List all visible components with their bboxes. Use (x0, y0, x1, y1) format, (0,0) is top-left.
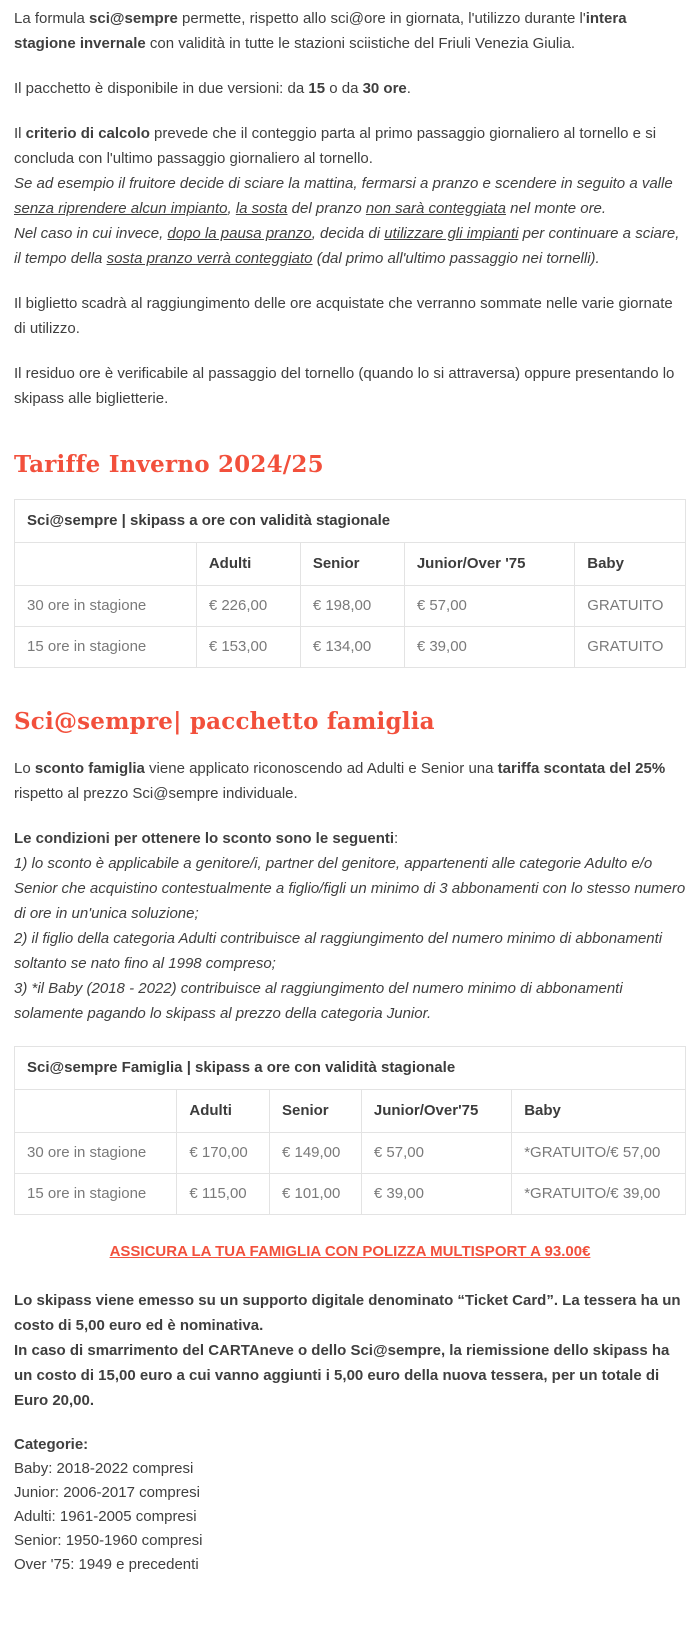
text-line (14, 6, 686, 56)
text-line (14, 291, 686, 341)
paragraph (14, 1338, 686, 1413)
text-run: Le condizioni per ottenere lo sconto sono le seguenti (14, 830, 395, 847)
text-run: Junior: 2006-2017 compresi (14, 1484, 200, 1501)
text-line (14, 171, 686, 221)
heading-pacchetto-famiglia: Sci@sempre| pacchetto famiglia (14, 708, 435, 735)
table-caption-row (15, 1047, 686, 1090)
text-run: Lo skipass viene emesso su un supporto digitale denominato “Ticket Card”. La tessera ha un costo di 5,00 euro ed è nominativa. (14, 1292, 681, 1334)
text-run: La formula (14, 10, 90, 27)
text-run: , decida di (311, 225, 385, 242)
text-line (14, 1481, 686, 1505)
text-run: Nel caso in cui invece, (14, 225, 168, 242)
paragraph (14, 1288, 686, 1338)
price-table-famiglia (14, 1046, 686, 1215)
heading-tariffe-inverno: Tariffe Inverno 2024/25 (14, 451, 324, 478)
price-table-individuale (14, 499, 686, 668)
text-run: Baby: 2018-2022 compresi (14, 1460, 194, 1477)
text-run: del pranzo (287, 200, 366, 217)
text-run: sci@sempre (89, 10, 178, 27)
paragraph (14, 291, 686, 341)
price-cell: € 149,00 (269, 1133, 361, 1174)
notes-section (14, 1288, 686, 1577)
text-run: rispetto al prezzo Sci@sempre individuale. (14, 785, 298, 802)
intro-section (14, 6, 686, 411)
text-run: Se ad esempio il fruitore decide di sciare la mattina, fermarsi a pranzo e scendere in seguito a valle (14, 175, 673, 192)
text-line (14, 1288, 686, 1338)
text-line (14, 976, 686, 1026)
price-cell: *GRATUITO/€ 39,00 (512, 1174, 686, 1215)
table-row (15, 586, 686, 627)
paragraph (14, 826, 686, 851)
text-run: In caso di smarrimento del CARTAneve o dello Sci@sempre, la riemissione dello skipass ha un costo di 15,00 euro a cui vanno aggiunti i 5,00 euro della nuova tessera, per un totale di Euro 20,00. (14, 1342, 670, 1409)
table-row (15, 1174, 686, 1215)
text-run: . (406, 80, 411, 97)
text-run: prevede che il conteggio parta al primo passaggio giornaliero al tornello e si concluda con l'ultimo passaggio giornaliero al tornello. (14, 125, 657, 167)
table-caption-row (15, 500, 686, 543)
paragraph (14, 756, 686, 806)
text-run: 2) il figlio della categoria Adulti contribuisce al raggiungimento del numero minimo di abbonamenti soltanto se nato fino al 1998 compreso; (14, 930, 663, 972)
text-run: Over '75: 1949 e precedenti (14, 1556, 199, 1573)
paragraph (14, 121, 686, 171)
famiglia-section (14, 756, 686, 1026)
price-cell: € 153,00 (196, 627, 300, 668)
text-line (14, 361, 686, 411)
column-header: Adulti (177, 1090, 270, 1133)
column-header (15, 1090, 177, 1133)
price-cell: *GRATUITO/€ 57,00 (512, 1133, 686, 1174)
price-cell: GRATUITO (575, 627, 686, 668)
text-run: viene applicato riconoscendo ad Adulti e Senior una (144, 760, 498, 777)
price-cell: € 226,00 (196, 586, 300, 627)
column-header: Senior (300, 543, 404, 586)
paragraph (14, 851, 686, 926)
text-run: , (227, 200, 236, 217)
text-run: Il residuo ore è verificabile al passaggio del tornello (quando lo si attraversa) oppure presentando lo skipass alle biglietterie. (14, 365, 675, 407)
text-run: sosta pranzo verrà conteggiato (106, 250, 313, 267)
text-run: criterio di calcolo (25, 125, 150, 142)
text-run: (dal primo all'ultimo passaggio nei tornelli). (312, 250, 600, 267)
paragraph (14, 361, 686, 411)
text-line (14, 851, 686, 926)
text-line (14, 221, 686, 271)
text-line (14, 1553, 686, 1577)
paragraph (14, 976, 686, 1026)
text-line (14, 826, 686, 851)
price-cell: € 134,00 (300, 627, 404, 668)
text-run: la sosta (235, 200, 288, 217)
text-run: intera stagione invernale (14, 10, 627, 52)
text-line (14, 926, 686, 976)
text-run: per continuare a sciare, il tempo della (14, 225, 680, 267)
text-line (14, 1433, 686, 1457)
text-run: non sarà conteggiata (365, 200, 507, 217)
text-line (14, 756, 686, 806)
row-label: 15 ore in stagione (15, 627, 197, 668)
text-line (14, 76, 686, 101)
text-run: 3) *il Baby (2018 - 2022) contribuisce al raggiungimento del numero minimo di abbonamenti solamente pagando lo skipass al prezzo della categoria Junior. (14, 980, 623, 1022)
paragraph (14, 171, 686, 221)
table-row (15, 627, 686, 668)
text-run: Il (14, 125, 26, 142)
text-run: : (394, 830, 399, 847)
text-line (14, 1457, 686, 1481)
text-run: dopo la pausa pranzo (167, 225, 312, 242)
text-run: o da (325, 80, 363, 97)
table-caption: Sci@sempre Famiglia | skipass a ore con validità stagionale (15, 1047, 686, 1090)
text-run: 15 (308, 80, 326, 97)
text-run: Il biglietto scadrà al raggiungimento delle ore acquistate che verranno sommate nelle varie giornate di utilizzo. (14, 295, 673, 337)
table-caption: Sci@sempre | skipass a ore con validità stagionale (15, 500, 686, 543)
text-run: Adulti: 1961-2005 compresi (14, 1508, 197, 1525)
price-cell: € 101,00 (269, 1174, 361, 1215)
text-run: nel monte ore. (506, 200, 607, 217)
column-header: Junior/Over '75 (404, 543, 574, 586)
row-label: 30 ore in stagione (15, 1133, 177, 1174)
text-line (14, 1338, 686, 1413)
price-cell: € 39,00 (404, 627, 574, 668)
text-run: tariffa scontata del 25% (497, 760, 666, 777)
text-line (14, 121, 686, 171)
text-run: utilizzare gli impianti (384, 225, 519, 242)
paragraph (14, 1433, 686, 1577)
text-run: permette, rispetto allo sci@ore in giornata, l'utilizzo durante l' (177, 10, 586, 27)
text-line (14, 1505, 686, 1529)
text-run: 30 ore (362, 80, 407, 97)
price-cell: € 115,00 (177, 1174, 270, 1215)
column-header: Senior (269, 1090, 361, 1133)
price-cell: € 170,00 (177, 1133, 270, 1174)
price-cell: € 57,00 (361, 1133, 511, 1174)
paragraph (14, 221, 686, 271)
text-run: senza riprendere alcun impianto (14, 200, 228, 217)
paragraph (14, 6, 686, 56)
price-cell: € 198,00 (300, 586, 404, 627)
text-run: 1) lo sconto è applicabile a genitore/i, partner del genitore, appartenenti alle categorie Adulto e/o Senior che acquistino contestualmente a figlio/figli un minimo di 3 abbonamenti con lo stesso numero di ore in un'unica soluzione; (14, 855, 686, 922)
column-header: Junior/Over'75 (361, 1090, 511, 1133)
insurance-link-row (14, 1239, 686, 1264)
text-line (14, 1529, 686, 1553)
text-run: Lo (14, 760, 35, 777)
column-header (15, 543, 197, 586)
text-run: Categorie: (14, 1436, 89, 1453)
column-header: Baby (512, 1090, 686, 1133)
text-run: Il pacchetto è disponibile in due versioni: da (14, 80, 309, 97)
text-run: Senior: 1950-1960 compresi (14, 1532, 203, 1549)
row-label: 15 ore in stagione (15, 1174, 177, 1215)
table-header-row (15, 543, 686, 586)
column-header: Baby (575, 543, 686, 586)
paragraph (14, 76, 686, 101)
table-header-row (15, 1090, 686, 1133)
insurance-link[interactable]: ASSICURA LA TUA FAMIGLIA CON POLIZZA MULTISPORT A 93.00€ (109, 1243, 591, 1260)
paragraph (14, 926, 686, 976)
text-run: con validità in tutte le stazioni sciistiche del Friuli Venezia Giulia. (145, 35, 576, 52)
price-cell: GRATUITO (575, 586, 686, 627)
column-header: Adulti (196, 543, 300, 586)
table-row (15, 1133, 686, 1174)
price-cell: € 57,00 (404, 586, 574, 627)
price-cell: € 39,00 (361, 1174, 511, 1215)
text-run: sconto famiglia (34, 760, 145, 777)
row-label: 30 ore in stagione (15, 586, 197, 627)
